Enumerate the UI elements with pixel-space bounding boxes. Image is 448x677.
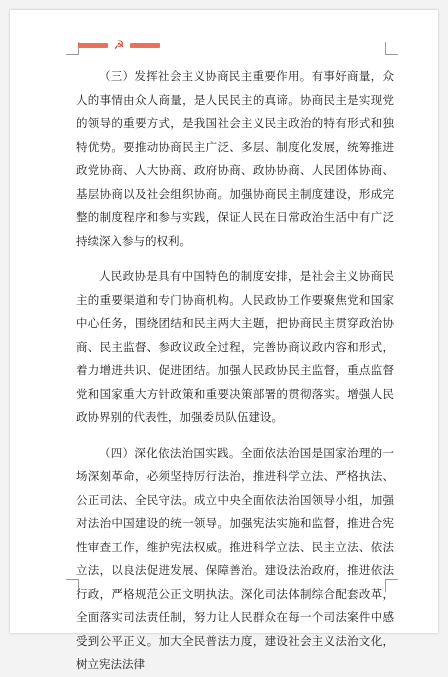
hammer-sickle-icon: ☭ [113, 38, 125, 52]
document-page [10, 10, 438, 671]
crop-mark-top-right [385, 42, 398, 55]
document-body [76, 65, 394, 677]
paragraph-3: （四）深化依法治国实践。全面依法治国是国家治理的一场深刻革命，必须坚持厉行法治，推进科学立法、严格执法、公正司法、全民守法。成立中央全面依法治国领导小组，加强对法治中国建设的统一领导。加强宪法实施和监督，推进合宪性审查工作，维护宪法权威。推进科学立法、民主立法、依法立法，以良法促进发展、保障善治。建设法治政府，推进依法行政，严格规范公正文明执法。深化司法体制综合配套改革，全面落实司法责任制，努力让人民群众在每一个司法案件中感受到公平正义。加大全民普法力度，建设社会主义法治文化，树立宪法法律 [76, 445, 394, 671]
header-logo [78, 39, 160, 51]
paragraph-2: 人民政协是具有中国特色的制度安排，是社会主义协商民主的重要渠道和专门协商机构。人民政协工作要聚焦党和国家中心任务，围绕团结和民主两大主题，把协商民主贯穿政治协商、民主监督、参政议政全过程，完善协商议政内容和形式，着力增进共识、促进团结。加强人民政协民主监督，重点监督党和国家重大方针政策和重要决策部署的贯彻落实。增强人民政协界别的代表性，加强委员队伍建设。 [76, 269, 394, 424]
paragraph-1: （三）发挥社会主义协商民主重要作用。有事好商量，众人的事情由众人商量，是人民民主的真谛。协商民主是实现党的领导的重要方式，是我国社会主义民主政治的特有形式和独特优势。要推动协商民主广泛、多层、制度化发展，统筹推进政党协商、人大协商、政府协商、政协协商、人民团体协商、基层协商以及社会组织协商。加强协商民主制度建设，形成完整的制度程序和参与实践，保证人民在日常政治生活中有广泛持续深入参与的权利。 [76, 69, 394, 248]
header-bar-left [78, 43, 108, 48]
header-bar-right [130, 43, 160, 48]
